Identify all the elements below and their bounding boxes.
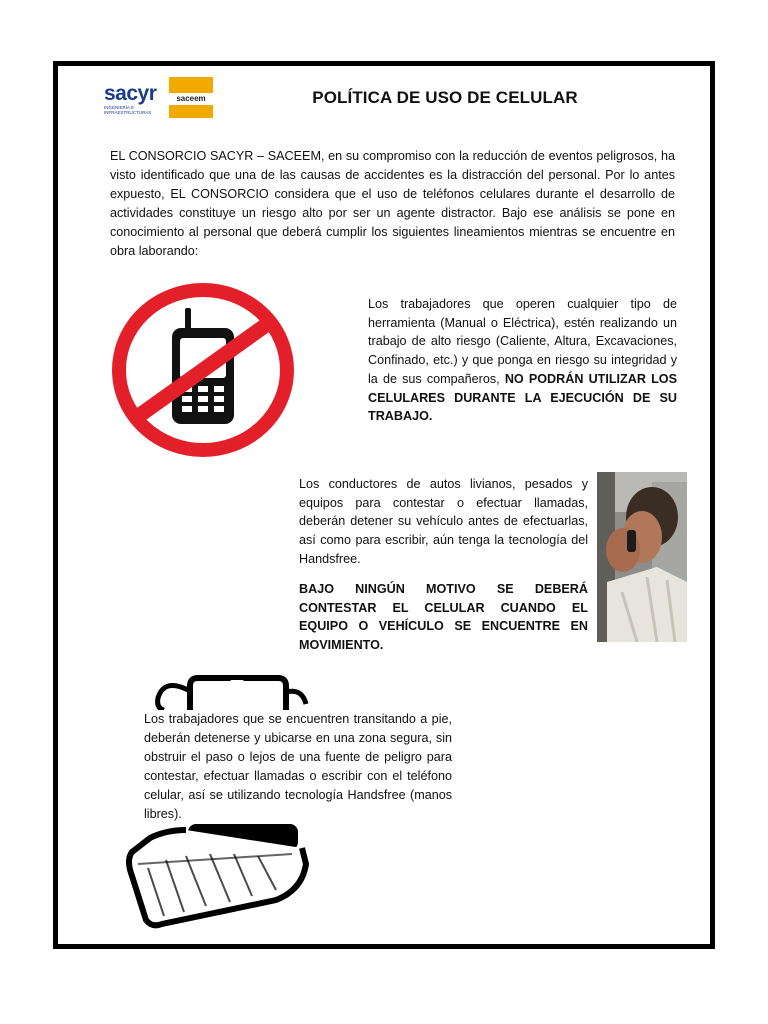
saceem-logo <box>169 77 213 118</box>
rule-drivers-emphasis: BAJO NINGÚN MOTIVO SE DEBERÁ CONTESTAR EL CELULAR CUANDO EL EQUIPO O VEHÍCULO SE ENCUENTRE EN MOVIMIENTO. <box>299 582 588 653</box>
rule-tools-paragraph <box>368 295 677 426</box>
rule-pedestrians-paragraph: Los trabajadores que se encuentren transitando a pie, deberán detenerse y ubicarse en una zona segura, sin obstruir el paso o lejos de una fuente de peligro para contestar, efectuar llamadas o escribir con el teléfono celular, así se utilizando tecnología Handsfree (manos libres). <box>144 712 452 821</box>
rule-tools-emphasis: NO PODRÁN UTILIZAR LOS CELULARES DURANTE LA EJECUCIÓN DE SU TRABAJO. <box>368 371 677 424</box>
page-title: POLÍTICA DE USO DE CELULAR <box>312 88 578 107</box>
hand-holding-phone-icon <box>126 824 326 930</box>
phone-top-drawing <box>150 670 320 710</box>
no-cellphone-icon <box>110 282 296 458</box>
saceem-logo-text: saceem <box>169 93 213 105</box>
rule-drivers-paragraph: Los conductores de autos livianos, pesados y equipos para contestar o efectuar llamadas, deberán detener su vehículo antes de efectuarlas, así como para escribir, aún tenga la tecnología del Handsfree. <box>299 477 588 566</box>
rule-tools-text: Los trabajadores que operen cualquier tipo de herramienta (Manual o Eléctrica), estén realizando un trabajo de alto riesgo (Caliente, Altura, Excavaciones, Confinado, etc.) y que ponga en riesgo su integridad y la de sus compañeros, <box>368 297 677 386</box>
sacyr-logo-subtitle: INGENIERÍA E INFRAESTRUCTURAS <box>104 105 152 115</box>
sacyr-logo <box>104 84 164 116</box>
sacyr-logo-text: sacyr <box>104 82 157 105</box>
driver-on-phone-image <box>597 472 687 642</box>
intro-paragraph: EL CONSORCIO SACYR – SACEEM, en su compromiso con la reducción de eventos peligrosos, ha visto identificado que una de las causas de accidentes es la distracción del personal. Por lo antes expuesto, EL CONSORCIO considera que el uso de teléfonos celulares durante el desarrollo de actividades constituye un riesgo alto por ser un agente distractor. Bajo ese análisis se pone en conocimiento al personal que deberá cumplir los siguientes lineamientos mientras se encuentre en obra laborando: <box>110 149 675 258</box>
